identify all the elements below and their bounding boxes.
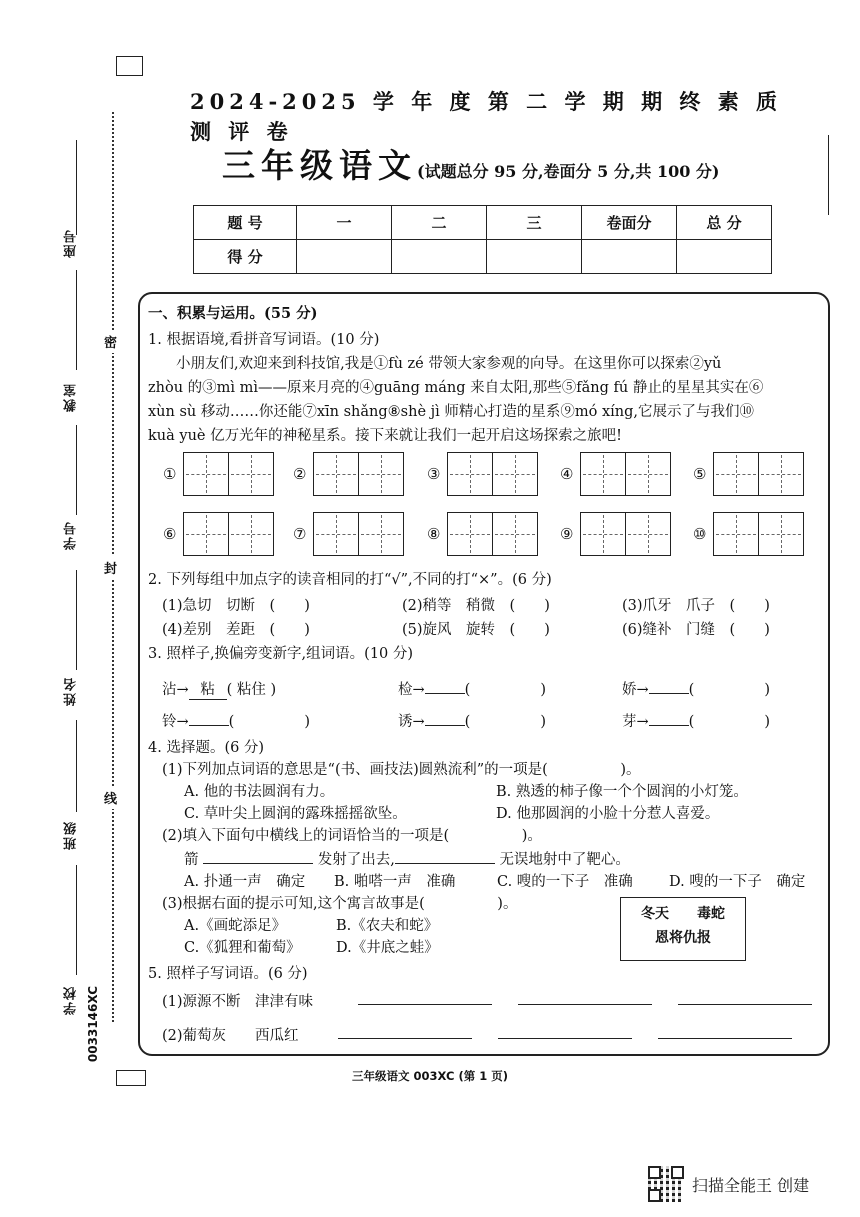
q3-item-label: 芽→ [622, 714, 649, 730]
grid-number: ⑧ [427, 525, 441, 543]
grid-cell[interactable] [758, 513, 803, 555]
grid-number: ② [293, 465, 307, 483]
student-no-label: 学号 [64, 520, 79, 550]
room-line [76, 270, 77, 370]
q5-title: 5. 照样子写词语。(6 分) [148, 966, 308, 982]
answer-grid-8[interactable] [427, 512, 538, 556]
q1-line: xùn sù 移动……你还能⑦xīn shǎng⑧shè jì 师精心打造的星系⑨mó xíng,它展示了与我们⑩ [148, 404, 755, 420]
q5-item-2: (2)葡萄灰 西瓜红 [162, 1028, 299, 1044]
student-no-line [76, 425, 77, 515]
name-label: 姓名 [64, 676, 79, 706]
q3-paren-open: ( [688, 714, 695, 730]
room-label: 教室 [64, 382, 79, 412]
answer-grid-10[interactable] [693, 512, 804, 556]
score-input-cell[interactable] [487, 240, 582, 274]
grid-cell[interactable] [358, 453, 403, 495]
answer-grid-3[interactable] [427, 452, 538, 496]
grid-cell[interactable] [228, 453, 273, 495]
q3-paren-open: ( [464, 682, 471, 698]
grid-number: ⑥ [163, 525, 177, 543]
q1-passage [148, 352, 820, 448]
q3-paren-open: ( [228, 714, 235, 730]
grid-number: ⑦ [293, 525, 307, 543]
grid-cell[interactable] [184, 453, 228, 495]
grid-number: ③ [427, 465, 441, 483]
score-input-cell[interactable] [297, 240, 392, 274]
q1-title: 1. 根据语境,看拼音写词语。(10 分) [148, 332, 380, 348]
q3-item[interactable] [162, 710, 310, 731]
q4-blank-2[interactable] [395, 863, 495, 864]
q4-blank-1[interactable] [203, 863, 313, 864]
grid-cell[interactable] [314, 513, 358, 555]
grid-cell[interactable] [492, 453, 537, 495]
q5-answer-line[interactable] [678, 1004, 812, 1005]
q4-title: 4. 选择题。(6 分) [148, 740, 265, 756]
q3-item[interactable] [622, 678, 770, 699]
grid-number: ⑨ [560, 525, 574, 543]
q4-sentence-c: 无误地射中了靶心。 [499, 852, 630, 868]
qr-code-icon [648, 1166, 684, 1202]
q4-sub2-option[interactable]: A. 扑通一声 确定 [184, 874, 306, 890]
score-table [193, 205, 772, 274]
q3-example-prefix: 沾→ [162, 682, 189, 698]
exam-title: 2024-2025 学 年 度 第 二 学 期 期 终 素 质 测 评 卷 [190, 89, 783, 144]
q3-example-char: 粘 [189, 678, 227, 700]
grid-cell[interactable] [314, 453, 358, 495]
answer-grid-5[interactable] [693, 452, 804, 496]
q1-line: zhòu 的③mì mì——原来月亮的④guāng máng 来自太阳,那些⑤fǎng fú 静止的星星其实在⑥ [148, 380, 764, 396]
grid-cell[interactable] [625, 453, 670, 495]
scanner-watermark [648, 1166, 809, 1202]
name-line [76, 570, 77, 670]
q4-sub3: (3)根据右面的提示可知,这个寓言故事是( )。 [162, 896, 518, 912]
q1-line: kuà yuè 亿万光年的神秘星系。接下来就让我们一起开启这场探索之旅吧! [148, 428, 622, 444]
q4-sub2-option[interactable]: C. 嗖的一下子 准确 [497, 874, 633, 890]
grid-cell[interactable] [358, 513, 403, 555]
edge-mark [828, 135, 829, 215]
q3-blank[interactable] [649, 693, 689, 694]
q3-item-label: 铃→ [162, 714, 189, 730]
q3-blank[interactable] [425, 725, 465, 726]
score-header-cell: 二 [392, 206, 487, 240]
answer-grid-6[interactable] [163, 512, 274, 556]
q4-sub1-option[interactable]: D. 他那圆润的小脸十分惹人喜爱。 [496, 806, 720, 822]
q4-sentence-a: 箭 [184, 852, 199, 868]
q5-answer-line[interactable] [498, 1038, 632, 1039]
q5-answer-line[interactable] [358, 1004, 492, 1005]
q3-item[interactable] [622, 710, 770, 731]
q4-sub2-option[interactable]: B. 啪嗒一声 准确 [334, 874, 456, 890]
q4-sub1-option[interactable]: A. 他的书法圆润有力。 [184, 784, 335, 800]
answer-grid-2[interactable] [293, 452, 404, 496]
q2-item[interactable]: (2)稍等 稍微 ( ) [402, 598, 550, 614]
q5-item-1: (1)源源不断 津津有味 [162, 994, 314, 1010]
seat-label: 座号 [64, 228, 79, 258]
seal-char-feng: 封 [104, 556, 117, 579]
page-footer: 三年级语文 003XC (第 1 页) [352, 1069, 508, 1083]
score-input-cell[interactable] [582, 240, 677, 274]
school-line [76, 865, 77, 975]
q3-paren-open: ( [688, 682, 695, 698]
q3-paren-close: ) [764, 714, 770, 730]
subject-name: 三年级语文 [222, 146, 417, 185]
score-row-label: 得 分 [194, 240, 297, 274]
school-label: 学校 [64, 985, 79, 1015]
score-table-value-row [194, 240, 772, 274]
q4-sub1-option[interactable]: B. 熟透的柿子像一个个圆润的小灯笼。 [496, 784, 748, 800]
q4-sub2: (2)填入下面句中横线上的词语恰当的一项是( )。 [162, 828, 542, 844]
q3-title: 3. 照样子,换偏旁变新字,组词语。(10 分) [148, 646, 414, 662]
grid-number: ① [163, 465, 177, 483]
score-table-header-row [194, 206, 772, 240]
q4-sub1-option[interactable]: C. 草叶尖上圆润的露珠摇摇欲坠。 [184, 806, 407, 822]
grid-cell[interactable] [758, 453, 803, 495]
q3-example [162, 678, 276, 700]
q3-item-label: 检→ [398, 682, 425, 698]
q2-item[interactable]: (6)缝补 门缝 ( ) [622, 622, 770, 638]
answer-grid-9[interactable] [560, 512, 671, 556]
subject-title [222, 140, 720, 187]
q3-blank[interactable] [649, 725, 689, 726]
section-heading: 一、积累与运用。(55 分) [148, 305, 318, 322]
q4-sub3-option[interactable]: B.《农夫和蛇》 [336, 918, 439, 934]
q3-item-label: 娇→ [622, 682, 649, 698]
grid-number: ⑩ [693, 525, 707, 543]
q3-paren-close: ) [540, 682, 546, 698]
hint-line: 冬天 毒蛇 [641, 906, 725, 922]
seat-line [76, 140, 77, 235]
q2-item[interactable]: (4)差别 差距 ( ) [162, 622, 310, 638]
q4-sub3-option[interactable]: A.《画蛇添足》 [184, 918, 287, 934]
paper-code: 0033146XC [86, 986, 100, 1063]
q4-sub2-option[interactable]: D. 嗖的一下子 确定 [669, 874, 806, 890]
grid-cell[interactable] [228, 513, 273, 555]
q3-item-label: 诱→ [398, 714, 425, 730]
score-input-cell[interactable] [677, 240, 772, 274]
q5-answer-line[interactable] [658, 1038, 792, 1039]
grid-cell[interactable] [625, 513, 670, 555]
class-line [76, 720, 77, 812]
score-header-cell: 三 [487, 206, 582, 240]
score-input-cell[interactable] [392, 240, 487, 274]
q2-item[interactable]: (1)急切 切断 ( ) [162, 598, 310, 614]
q3-paren-close: ) [304, 714, 310, 730]
q4-sub3-option[interactable]: D.《井底之蛙》 [336, 940, 439, 956]
q3-blank[interactable] [189, 725, 229, 726]
answer-grid-4[interactable] [560, 452, 671, 496]
q4-sub3-option[interactable]: C.《狐狸和葡萄》 [184, 940, 301, 956]
score-note: (试题总分 95 分,卷面分 5 分,共 100 分) [417, 162, 720, 181]
q4-sub1: (1)下列加点词语的意思是“(书、画技法)圆熟流利”的一项是( )。 [162, 762, 641, 778]
q3-paren-close: ) [540, 714, 546, 730]
grid-cell[interactable] [448, 453, 492, 495]
corner-box [116, 56, 143, 76]
grid-cell[interactable] [581, 453, 625, 495]
q1-line: 小朋友们,欢迎来到科技馆,我是①fù zé 带领大家参观的向导。在这里你可以探索②yǔ [176, 356, 722, 372]
scanner-label: 扫描全能王 创建 [692, 1175, 810, 1195]
grid-number: ⑤ [693, 465, 707, 483]
story-hint-box [620, 897, 746, 961]
q3-item[interactable] [398, 678, 546, 699]
grid-cell[interactable] [448, 513, 492, 555]
score-header-cell: 一 [297, 206, 392, 240]
q5-answer-line[interactable] [518, 1004, 652, 1005]
score-header-cell: 卷面分 [582, 206, 677, 240]
score-header-cell: 总 分 [677, 206, 772, 240]
q4-sentence-b: 发射了出去, [317, 852, 395, 868]
seal-char-xian: 线 [104, 786, 117, 809]
q3-blank[interactable] [425, 693, 465, 694]
grid-number: ④ [560, 465, 574, 483]
class-label: 班级 [64, 820, 79, 850]
grid-cell[interactable] [581, 513, 625, 555]
q5-answer-line[interactable] [338, 1038, 472, 1039]
q3-paren-open: ( [464, 714, 471, 730]
hint-line: 恩将仇报 [655, 930, 711, 946]
q2-title: 2. 下列每组中加点字的读音相同的打“√”,不同的打“×”。(6 分) [148, 572, 552, 588]
grid-cell[interactable] [184, 513, 228, 555]
q3-item[interactable] [398, 710, 546, 731]
answer-grid-1[interactable] [163, 452, 274, 496]
seal-char-mi: 密 [104, 330, 117, 353]
answer-grid-7[interactable] [293, 512, 404, 556]
q2-item[interactable]: (3)爪牙 爪子 ( ) [622, 598, 770, 614]
grid-cell[interactable] [492, 513, 537, 555]
grid-cell[interactable] [714, 513, 758, 555]
grid-cell[interactable] [714, 453, 758, 495]
q4-sub2-sentence [184, 848, 630, 869]
q3-example-word: ( 粘住 ) [226, 682, 277, 698]
q3-paren-close: ) [764, 682, 770, 698]
q2-item[interactable]: (5)旋风 旋转 ( ) [402, 622, 550, 638]
score-header-cell: 题 号 [194, 206, 297, 240]
